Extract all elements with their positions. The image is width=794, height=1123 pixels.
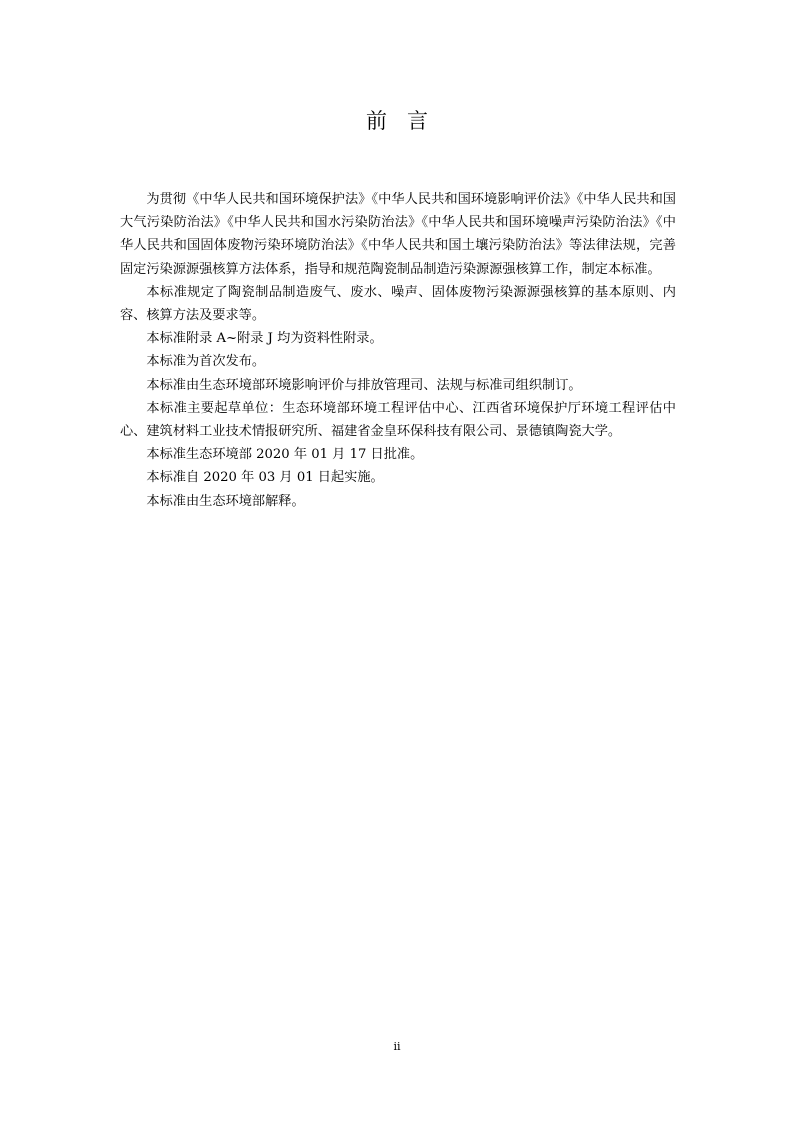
paragraph-organizer: 本标准由生态环境部环境影响评价与排放管理司、法规与标准司组织制订。: [146, 377, 582, 393]
preface-body: [120, 188, 676, 513]
paragraph-legal-basis: 为贯彻《中华人民共和国环境保护法》《中华人民共和国环境影响评价法》《中华人民共和国大气污染防治法》《中华人民共和国水污染防治法》《中华人民共和国环境噪声污染防治法》《中华人民共和国固体废物污染环境防治法》《中华人民共和国土壤污染防治法》等法律法规，完善固定污染源源强核算方法体系，指导和规范陶瓷制品制造污染源源强核算工作，制定本标准。: [120, 192, 676, 277]
paragraph-approval-date: 本标准生态环境部 2020 年 01 月 17 日批准。: [146, 447, 424, 463]
paragraph-scope: 本标准规定了陶瓷制品制造废气、废水、噪声、固体废物污染源源强核算的基本原则、内容、核算方法及要求等。: [120, 284, 676, 324]
paragraph-first-release: 本标准为首次发布。: [146, 354, 266, 370]
paragraph-interpretation: 本标准由生态环境部解释。: [146, 493, 305, 509]
paragraph-effective-date: 本标准自 2020 年 03 月 01 日起实施。: [146, 470, 384, 486]
paragraph-drafters: 本标准主要起草单位：生态环境部环境工程评估中心、江西省环境保护厅环境工程评估中心、建筑材料工业技术情报研究所、福建省金皇环保科技有限公司、景德镇陶瓷大学。: [120, 400, 676, 440]
page-title: 前言: [366, 109, 448, 133]
page-number: ii: [393, 1040, 401, 1053]
paragraph-appendix: 本标准附录 A~附录 J 均为资料性附录。: [146, 331, 383, 347]
